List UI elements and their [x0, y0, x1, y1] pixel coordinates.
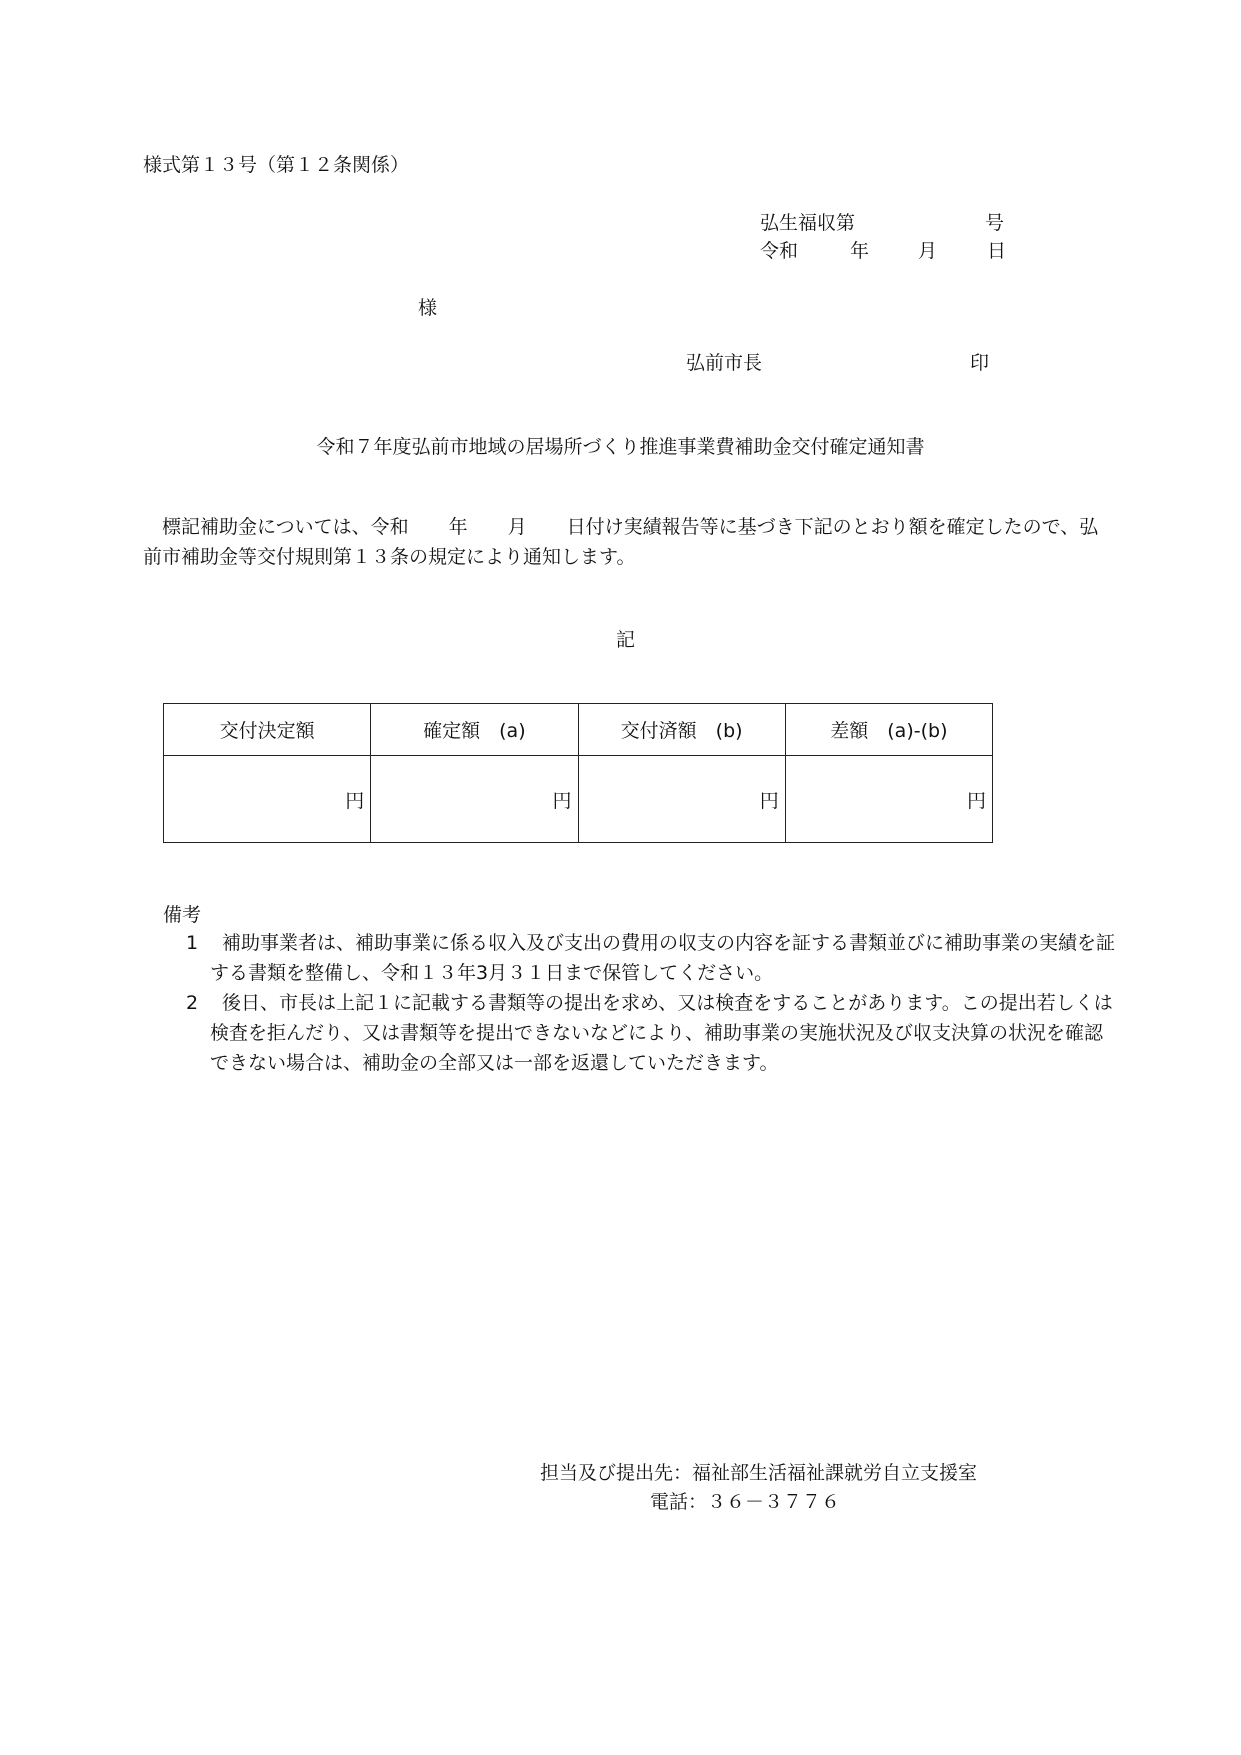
- notes-heading: 備考: [163, 904, 202, 926]
- note-text: 補助事業者は、補助事業に係る収入及び支出の費用の収支の内容を証する書類並びに補助事業の実績を証する書類を整備し、令和１３年3月３１日まで保管してください。: [210, 932, 1116, 984]
- addressee-honorific: 様: [418, 297, 438, 319]
- seal-mark: 印: [970, 352, 990, 374]
- cell-paid-amount: 円: [578, 756, 785, 843]
- form-number: 様式第１３号（第１２条関係）: [143, 154, 410, 176]
- ki-heading: 記: [615, 629, 635, 651]
- reference-number-prefix: 弘生福収第: [760, 212, 856, 234]
- header-decided-amount: 交付決定額: [164, 704, 371, 756]
- table-header-row: [164, 704, 993, 756]
- note-text: 後日、市長は上記１に記載する書類等の提出を求め、又は検査をすることがあります。この提出若しくは検査を拒んだり、又は書類等を提出できないなどにより、補助事業の実施状況及び収支決算の状況を確認できない場合は、補助金の全部又は一部を返還していただきます。: [210, 992, 1113, 1074]
- notice-body: [143, 512, 1101, 572]
- header-difference: 差額 (a)-(b): [785, 704, 992, 756]
- contact-phone: 電話：３６－３７７６: [650, 1491, 841, 1513]
- amounts-table: [163, 703, 993, 843]
- issue-date-month: 月: [918, 240, 938, 262]
- body-part-1: 標記補助金については、令和: [162, 516, 409, 538]
- header-confirmed-amount: 確定額 (a): [371, 704, 578, 756]
- cell-difference: 円: [785, 756, 992, 843]
- issue-date-day: 日: [987, 240, 1007, 262]
- body-year: 年: [448, 516, 468, 538]
- header-paid-amount: 交付済額 (b): [578, 704, 785, 756]
- note-number: 2: [186, 992, 199, 1014]
- note-item: [186, 928, 1115, 988]
- note-item: [186, 988, 1115, 1078]
- issue-date-era: 令和: [760, 240, 799, 262]
- document-title: 令和７年度弘前市地域の居場所づくり推進事業費補助金交付確定通知書: [316, 436, 925, 458]
- cell-decided-amount: 円: [164, 756, 371, 843]
- reference-number-suffix: 号: [985, 212, 1005, 234]
- sender-name: 弘前市長: [686, 352, 763, 374]
- table-row: [164, 756, 993, 843]
- contact-office: 担当及び提出先：福祉部生活福祉課就労自立支援室: [540, 1462, 978, 1484]
- note-number: 1: [186, 932, 199, 954]
- body-part-2: 日付け実績報告等に基づき下記のとおり額を確定したので、弘前市補助金等交付規則第１３条の規定により通知します。: [143, 516, 1099, 568]
- body-month: 月: [507, 516, 527, 538]
- issue-date-year: 年: [850, 240, 870, 262]
- cell-confirmed-amount: 円: [371, 756, 578, 843]
